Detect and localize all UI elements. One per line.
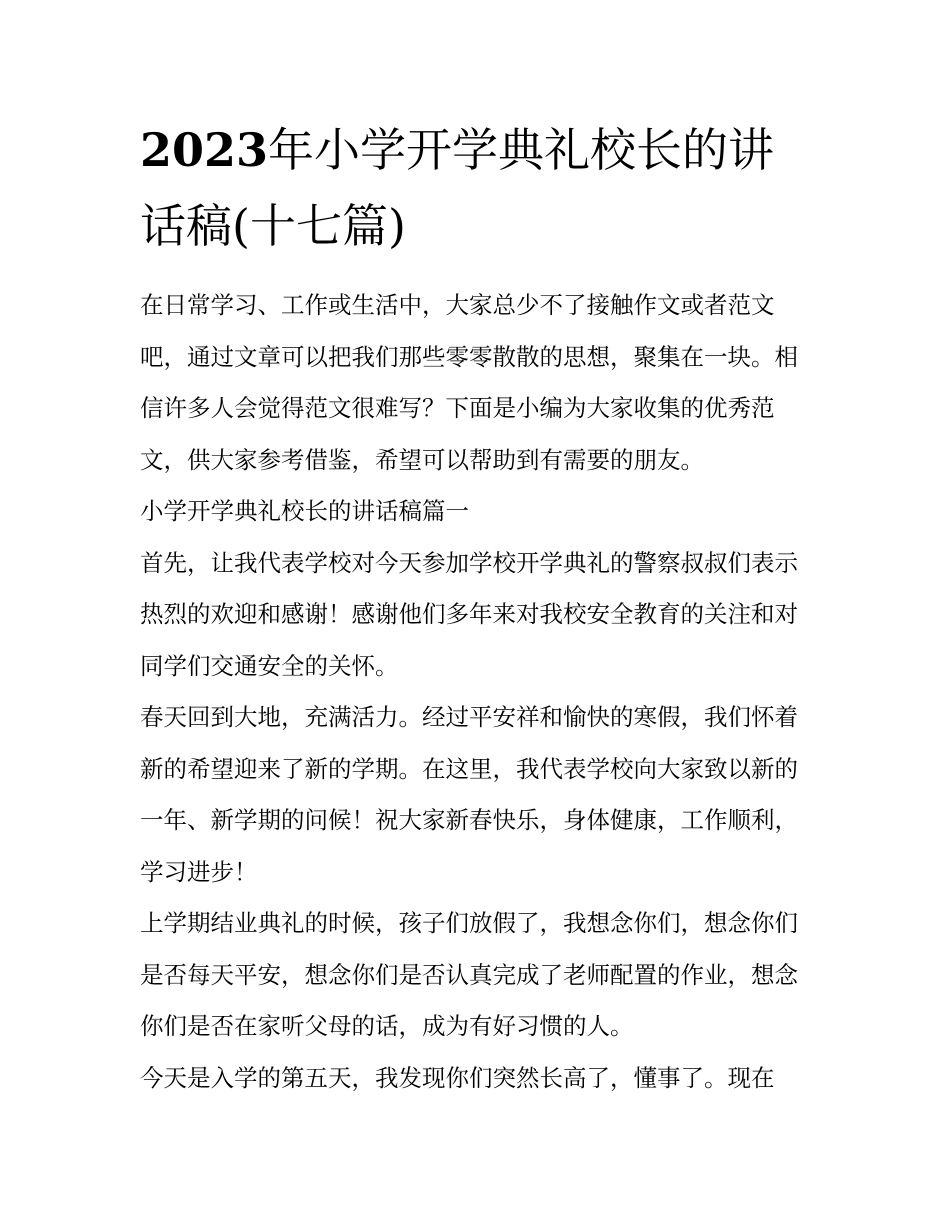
body-paragraph: 今天是入学的第五天，我发现你们突然长高了，懂事了。现在 — [140, 1063, 775, 1092]
document-content — [140, 112, 812, 1104]
title-text: 年小学开学典礼校长的讲话稿(十七篇) — [140, 123, 775, 253]
body-paragraph: 上学期结业典礼的时候，孩子们放假了，我想念你们，想念你们是否每天平安，想念你们是否认真完成了老师配置的作业，想念你们是否在家听父母的话，成为有好习惯的人。 — [140, 909, 798, 1040]
body-paragraph: 春天回到大地，充满活力。经过平安祥和愉快的寒假，我们怀着新的希望迎来了新的学期。在这里，我代表学校向大家致以新的一年、新学期的问候！祝大家新春快乐，身体健康，工作顺利，学习进步！ — [140, 703, 798, 886]
intro-paragraph: 在日常学习、工作或生活中，大家总少不了接触作文或者范文吧，通过文章可以把我们那些零零散散的思想，聚集在一块。相信许多人会觉得范文很难写？下面是小编为大家收集的优秀范文，供大家参考借鉴，希望可以帮助到有需要的朋友。 — [140, 291, 798, 474]
title-year: 2023 — [140, 123, 269, 177]
document-title — [140, 112, 812, 264]
document-body — [140, 280, 812, 1104]
body-paragraph: 首先，让我代表学校对今天参加学校开学典礼的警察叔叔们表示热烈的欢迎和感谢！感谢他们多年来对我校安全教育的关注和对同学们交通安全的关怀。 — [140, 548, 798, 680]
section-heading: 小学开学典礼校长的讲话稿篇一 — [140, 497, 469, 525]
